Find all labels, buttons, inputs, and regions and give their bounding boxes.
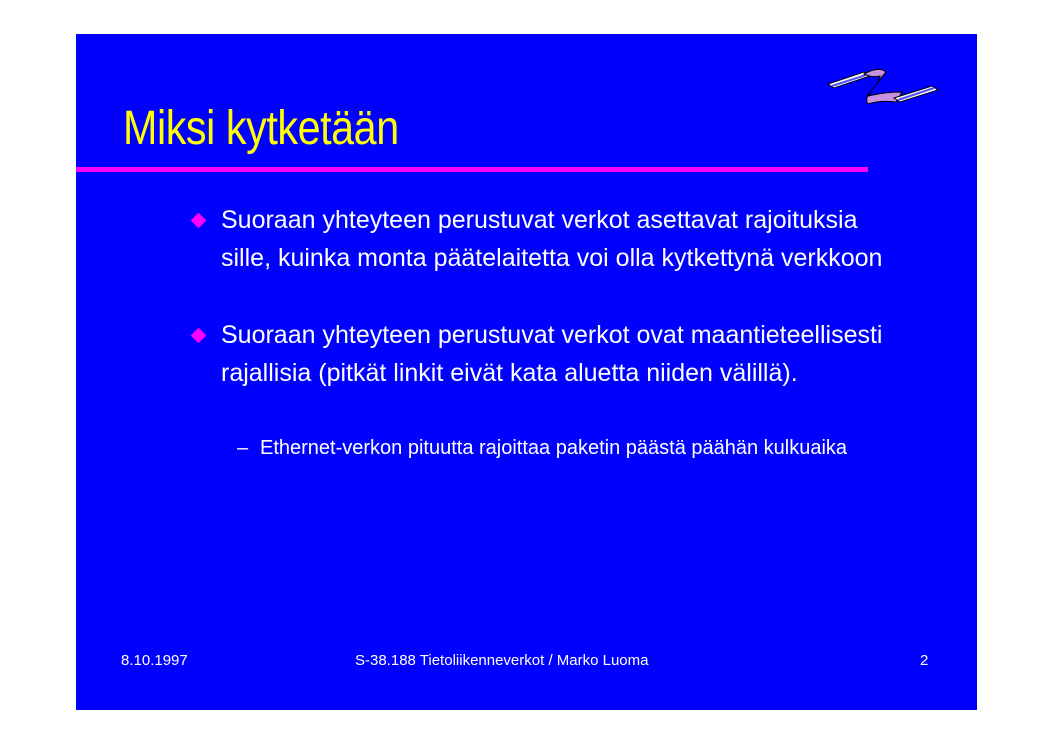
bullet-item <box>221 202 901 277</box>
diamond-bullet-icon <box>191 213 207 229</box>
bullet-text: Suoraan yhteyteen perustuvat verkot asettavat rajoituksia sille, kuinka monta päätelaitetta voi olla kytkettynä verkkoon <box>221 206 883 272</box>
diamond-bullet-icon <box>191 328 207 344</box>
sub-bullet-text: Ethernet-verkon pituutta rajoittaa paketin päästä päähän kulkuaika <box>260 437 848 459</box>
footer-page-number: 2 <box>920 652 929 669</box>
bullet-item <box>221 317 901 392</box>
slide-title: Miksi kytketään <box>123 102 399 155</box>
dash-bullet: – <box>237 437 249 459</box>
sub-bullet-item <box>237 433 920 463</box>
title-divider <box>76 167 868 172</box>
bullet-text: Suoraan yhteyteen perustuvat verkot ovat maantieteellisesti rajallisia (pitkät linkit eivät kata aluetta niiden välillä). <box>221 321 883 387</box>
lightning-z-logo-icon <box>824 64 942 108</box>
footer-course: S-38.188 Tietoliikenneverkot / Marko Luoma <box>355 652 649 669</box>
footer-date: 8.10.1997 <box>121 652 188 669</box>
slide <box>76 34 977 710</box>
